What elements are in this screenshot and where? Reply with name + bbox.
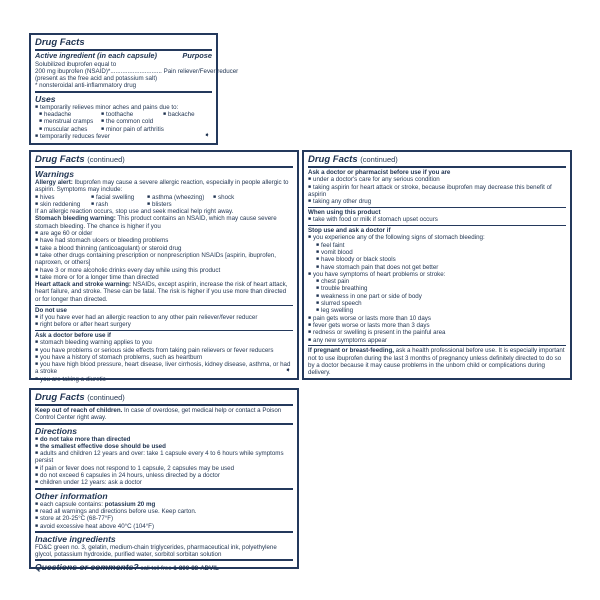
do-not-use-title: Do not use [35, 306, 67, 314]
stomach-item: ■ take other drugs containing prescription or nonprescription NSAIDs [aspirin, ibuprofen, naproxen, or others] [35, 252, 293, 267]
other-information-title: Other information [35, 490, 108, 501]
uses-intro: ■ temporarily relieves minor aches and pains due to: [35, 104, 212, 111]
stop-sub-item: ■ have bloody or black stools [308, 256, 566, 263]
when-using-title: When using this product [308, 208, 381, 216]
directions-title: Directions [35, 425, 78, 436]
stop-sub-item: ■ chest pain [308, 278, 566, 285]
allergy-after: If an allergic reaction occurs, stop use and seek medical help right away. [35, 208, 234, 216]
stomach-warning-label: Stomach bleeding warning: [35, 215, 116, 223]
uses-item: ■ toothache [101, 111, 163, 118]
directions-bold-item: ■ the smallest effective dose should be used [35, 443, 293, 450]
uses-item: ■ backache [163, 111, 223, 118]
ask-doctor-item: ■ you have a history of stomach problems, such as heartburn [35, 354, 293, 361]
continued-label: (continued) [87, 393, 125, 402]
panel-title: Drug Facts [308, 154, 358, 165]
drug-facts-panel-1 [29, 33, 239, 145]
stop-sub-item: ■ vomit blood [308, 249, 566, 256]
pregnancy-text: ask a health professional before use. It is especially important not to use ibuprofen during the last 3 months of pregnancy unless definitely directed to do so by a doctor because it may cause problems in the unborn child or complications during delivery. [308, 347, 565, 377]
continue-arrow-icon: ➧ [285, 366, 291, 374]
stomach-item: ■ have had stomach ulcers or bleeding problems [35, 237, 293, 244]
allergy-item: ■ blisters [147, 201, 213, 208]
stop-sub-item: ■ trouble breathing [308, 285, 566, 292]
ask-dp-item: ■ taking aspirin for heart attack or stroke, because ibuprofen may decrease this benefit of aspirin [308, 184, 566, 199]
uses-item: ■ menstrual cramps [39, 118, 101, 125]
purpose-header: Purpose [182, 51, 212, 60]
stop-item: ■ fever gets worse or lasts more than 3 days [308, 322, 566, 329]
other-item: ■ read all warnings and directions before use. Keep carton. [35, 508, 293, 515]
potassium-amount: potassium 20 mg [104, 500, 156, 508]
continued-label: (continued) [87, 155, 125, 164]
ask-doctor-item: ■ you have problems or serious side effects from taking pain relievers or fever reducers [35, 347, 293, 354]
allergy-alert-label: Allergy alert: [35, 179, 73, 186]
ask-doctor-pharmacist-title: Ask a doctor or pharmacist before use if you are [308, 169, 451, 176]
ask-doctor-item: ■ stomach bleeding warning applies to you [35, 339, 293, 346]
panel-title: Drug Facts [35, 154, 85, 165]
inactive-ingredients-text: FD&C green no. 3, gelatin, medium-chain triglycerides, pharmaceutical ink, polyethylene glycol, potassium hydroxide, purified water, sorbitol sorbitan solution [35, 543, 277, 559]
stop-heart: ■ you have symptoms of heart problems or stroke: [308, 271, 566, 278]
continued-label: (continued) [360, 155, 398, 164]
drug-facts-panel-2 [29, 150, 299, 383]
panel-title: Drug Facts [35, 37, 85, 48]
continue-arrow-icon: ➧ [204, 131, 210, 139]
when-using-item: ■ take with food or milk if stomach upset occurs [308, 216, 566, 223]
phone-number: 1-800-88-ADVIL [173, 565, 219, 573]
allergy-item: ■ asthma (wheezing) [147, 194, 213, 201]
stop-sub-item: ■ weakness in one part or side of body [308, 293, 566, 300]
heart-warning-text: NSAIDs, except aspirin, increase the risk of heart attack, heart failure, and stroke. These can be fatal. The risk is higher if you use more than directed or for longer than directed. [35, 281, 288, 303]
ask-doctor-item: ■ you are taking a diuretic [35, 376, 293, 383]
keep-out-text: In case of overdose, get medical help or contact a Poison Control Center right away. [35, 407, 282, 422]
allergy-alert-text: Ibuprofen may cause a severe allergic reaction, especially in people allergic to aspirin. Symptoms may include: [35, 179, 289, 194]
directions-item: ■ if pain or fever does not respond to 1 capsule, 2 capsules may be used [35, 465, 293, 472]
active-line: Solubilized ibuprofen equal to [35, 60, 117, 68]
active-line: * nonsteroidal anti-inflammatory drug [35, 82, 137, 90]
do-not-use-item: ■ right before or after heart surgery [35, 321, 293, 328]
panel-title: Drug Facts [35, 392, 85, 403]
ask-dp-item: ■ taking any other drug [308, 198, 566, 205]
active-line: (present as the free acid and potassium salt) [35, 75, 158, 83]
directions-bold-item: ■ do not take more than directed [35, 436, 293, 443]
questions-title: Questions or comments? [35, 562, 139, 573]
stop-item: ■ pain gets worse or lasts more than 10 days [308, 315, 566, 322]
uses-item: ■ headache [39, 111, 101, 118]
ask-doctor-title: Ask a doctor before use if [35, 331, 111, 339]
directions-item: ■ children under 12 years: ask a doctor [35, 479, 293, 486]
stomach-item: ■ are age 60 or older [35, 230, 293, 237]
do-not-use-item: ■ if you have ever had an allergic reaction to any other pain reliever/fever reducer [35, 314, 293, 321]
directions-item: ■ adults and children 12 years and over: take 1 capsule every 4 to 6 hours while symptoms persist [35, 450, 293, 465]
stomach-item: ■ have 3 or more alcoholic drinks every day while using this product [35, 267, 293, 274]
active-line: 200 mg ibuprofen (NSAID)*.............................. Pain reliever/Fever reducer [35, 67, 239, 75]
allergy-item: ■ skin reddening [35, 201, 91, 208]
other-item-text: each capsule contains: [40, 500, 105, 508]
drug-facts-panel-3 [302, 150, 572, 380]
pregnancy-label: If pregnant or breast-feeding, [308, 347, 394, 355]
allergy-item: ■ rash [91, 201, 147, 208]
stomach-item: ■ take more or for a longer time than directed [35, 274, 293, 281]
other-item: ■ avoid excessive heat above 40°C (104°F) [35, 523, 293, 530]
stop-use-title: Stop use and ask a doctor if [308, 227, 391, 235]
inactive-ingredients-title: Inactive ingredients [35, 533, 116, 544]
stop-sub-item: ■ slurred speech [308, 300, 566, 307]
stop-item: ■ any new symptoms appear [308, 337, 566, 344]
stomach-item: ■ take a blood thinning (anticoagulant) or steroid drug [35, 245, 293, 252]
allergy-item: ■ hives [35, 194, 91, 201]
stop-intro: ■ you experience any of the following signs of stomach bleeding: [308, 234, 566, 241]
uses-item: ■ minor pain of arthritis [101, 126, 163, 133]
keep-out-label: Keep out of reach of children. [35, 407, 123, 414]
ask-doctor-item: ■ you have high blood pressure, heart disease, liver cirrhosis, kidney disease, asthma, or had a stroke [35, 361, 293, 376]
uses-item: ■ the common cold [101, 118, 163, 125]
stop-item: ■ redness or swelling is present in the painful area [308, 329, 566, 336]
stop-sub-item: ■ leg swelling [308, 307, 566, 314]
stop-sub-item: ■ have stomach pain that does not get better [308, 264, 566, 271]
ask-dp-item: ■ under a doctor's care for any serious condition [308, 176, 566, 183]
heart-warning-label: Heart attack and stroke warning: [35, 281, 131, 289]
uses-item: ■ muscular aches [39, 126, 101, 133]
uses-title: Uses [35, 93, 56, 104]
active-ingredient-header: Active ingredient (in each capsule) [35, 51, 157, 60]
drug-facts-panel-4 [29, 388, 299, 573]
stomach-warning-text: This product contains an NSAID, which may cause severe stomach bleeding. The chance is higher if you [35, 215, 277, 230]
directions-item: ■ do not exceed 6 capsules in 24 hours, unless directed by a doctor [35, 472, 293, 479]
uses-last: ■ temporarily reduces fever [35, 133, 212, 140]
allergy-item: ■ shock [213, 194, 273, 201]
questions-text: call toll free [138, 565, 174, 573]
allergy-item: ■ facial swelling [91, 194, 147, 201]
stop-sub-item: ■ feel faint [308, 242, 566, 249]
warnings-title: Warnings [35, 169, 74, 179]
other-item: ■ store at 20-25°C (68-77°F) [35, 515, 293, 522]
